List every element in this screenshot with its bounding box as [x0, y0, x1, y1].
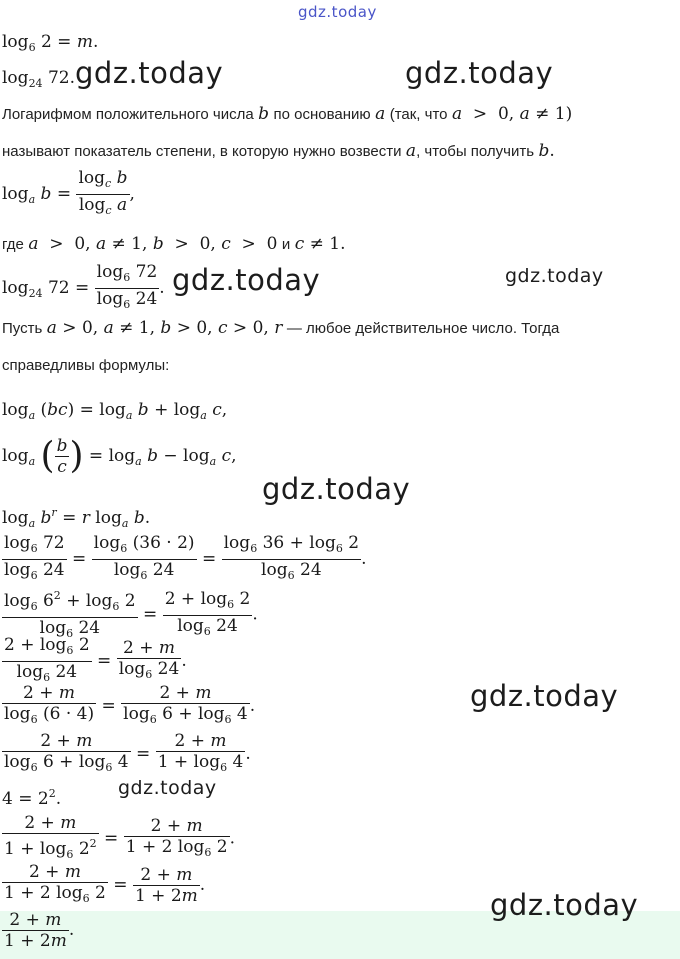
- properties-intro-2: справедливы формулы:: [2, 357, 170, 374]
- step-change-base: $\log_{24} 72$ = $\frac{\log_6 72}{\log_6 24}$ .: [2, 262, 165, 315]
- quotient-rule: $\log_a$ ( $\frac{b}{c}$ ) = $\log_a b - \log_a c$,: [2, 435, 237, 477]
- product-rule: $\log_a (bc) = \log_a b + \log_a c$,: [2, 400, 228, 422]
- given-equation: $\log_6 2 = m$.: [2, 32, 99, 54]
- watermark: gdz.today: [262, 472, 411, 506]
- watermark: gdz.today: [505, 265, 604, 287]
- properties-intro: Пусть a > 0, a ≠ 1, b > 0, c > 0, r — любое действительное число. Тогда: [2, 318, 560, 338]
- definition-line-1: Логарифмом положительного числа b по основанию a (так, что a > 0, a ≠ 1): [2, 104, 573, 124]
- watermark: gdz.today: [75, 56, 224, 90]
- definition-line-2: называют показатель степени, в которую нужно возвести a, чтобы получить b.: [2, 141, 555, 161]
- step-6: $\frac{2 + m}{1 + \log_6 2^2}$ = $\frac{2 + m}{1 + 2 \log_6 2}$ .: [2, 813, 235, 865]
- step-2: $\frac{\log_6 6^2 + \log_6 2}{\log_6 24}$ = $\frac{2 + \log_6 2}{\log_6 24}$ .: [2, 586, 258, 644]
- watermark: gdz.today: [172, 263, 321, 297]
- watermark: gdz.today: [490, 888, 639, 922]
- watermark: gdz.today: [470, 679, 619, 713]
- step-3: $\frac{2 + \log_6 2}{\log_6 24}$ = $\frac{2 + m}{\log_6 24}$ .: [2, 635, 187, 688]
- step-7: $\frac{2 + m}{1 + 2 \log_6 2}$ = $\frac{2 + m}{1 + 2m}$ .: [2, 862, 205, 909]
- step-1: $\frac{\log_6 72}{\log_6 24}$ = $\frac{\log_6 (36 \cdot 2)}{\log_6 24}$ = $\frac{\log_6 36 + \log_6 2}{\log_6 24}$ .: [2, 533, 366, 586]
- conditions-line: где a > 0, a ≠ 1, b > 0, c > 0 и c ≠ 1.: [2, 234, 346, 254]
- watermark-top: gdz.today: [298, 3, 377, 21]
- change-of-base-formula: $\log_a b$ = $\frac{\log_c b}{\log_c a}$ ,: [2, 168, 135, 221]
- power-rule: $\log_a b^r = r$ $\log_a b$.: [2, 506, 151, 530]
- target-expression: $\log_{24} 72$.: [2, 68, 76, 90]
- step-5: $\frac{2 + m}{\log_6 6 + \log_6 4}$ = $\frac{2 + m}{1 + \log_6 4}$ .: [2, 731, 251, 778]
- power-of-two: $4 = 2^2$.: [2, 787, 62, 809]
- final-answer: $\frac{2 + m}{1 + 2m}$ .: [4, 910, 75, 951]
- step-4: $\frac{2 + m}{\log_6 (6 \cdot 4)}$ = $\frac{2 + m}{\log_6 6 + \log_6 4}$ .: [2, 683, 255, 730]
- watermark: gdz.today: [405, 56, 554, 90]
- watermark: gdz.today: [118, 777, 217, 799]
